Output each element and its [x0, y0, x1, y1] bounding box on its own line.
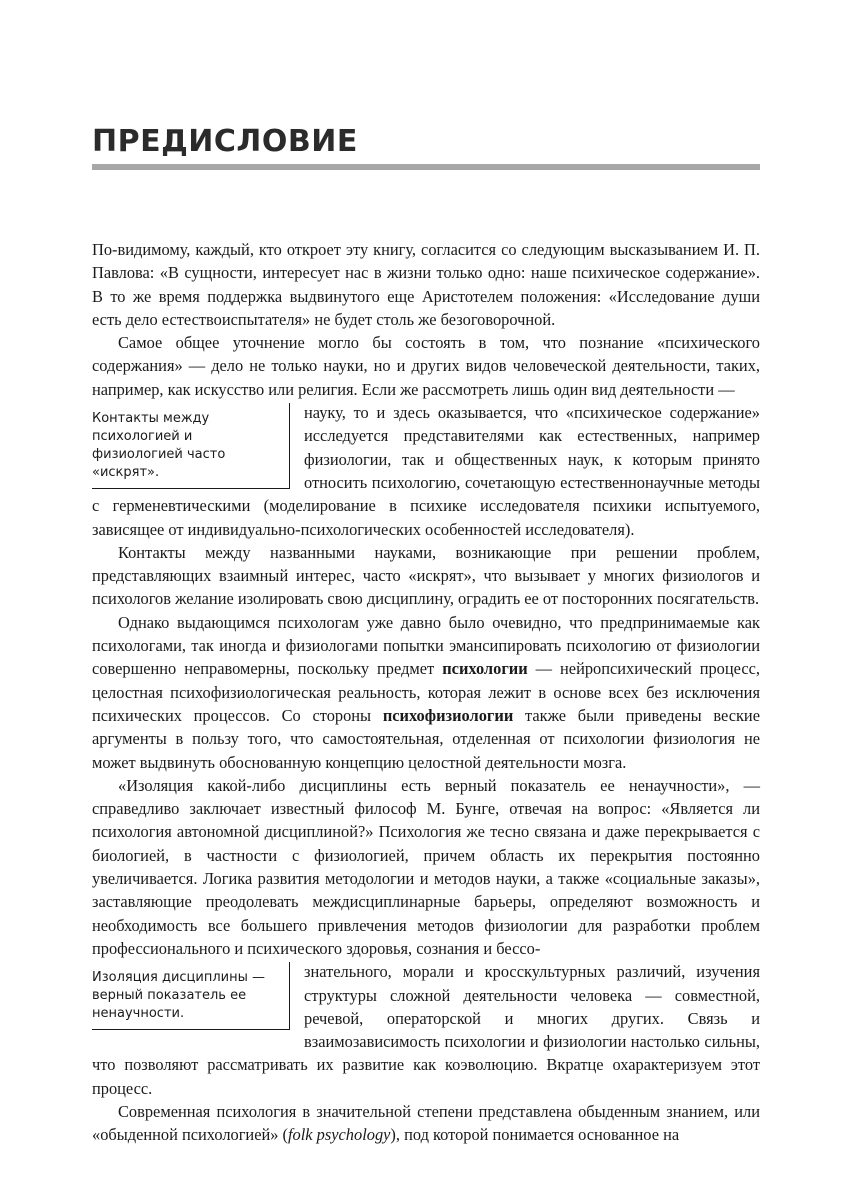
paragraph-text: «Изоляция какой-либо дисциплины есть верный показатель ее ненаучности», — справедливо заключает известный философ М. Бунге, отвечая на вопрос: «Является ли психология автономной дисциплиной?» Психология же тесно связана и даже перекрывается с биологией, в частности с физиологией, причем область их перекрытия постоянно увеличивается. Логика развития методологии и методов науки, а также «социальные заказы», заставляющие преодолевать междисциплинарные барьеры, определяют возможность и необходимость все большего привлечения методов физиологии для разработки проблем профессионального и психического здоровья, сознания и бессо-: [92, 775, 760, 958]
body-text: [92, 238, 760, 1147]
paragraph-text: знательного, морали и кросскультурных различий, изучения структуры сложной деятельности человека — совместной, речевой, операторской и многих других. Связь и взаимозависимость психологии и физиологии настолько сильны, что позволяют рассматривать их развитие как коэволюцию. Вкратце охарактеризуем этот процесс.: [92, 962, 760, 1098]
paragraph-text: Современная психология в значительной степени представлена обыденным знанием, или «обыденной психологией» (: [92, 1101, 760, 1145]
paragraph-text: — нейропсихический процесс, целостная психофизиологическая реальность, которая лежит в основе всех без исключения психических процессов. Со стороны: [92, 659, 760, 725]
key-term: психофизиологии: [382, 705, 514, 725]
page-title: ПРЕДИСЛОВИЕ: [92, 124, 358, 159]
paragraph: [92, 331, 760, 401]
paragraph-text: Самое общее уточнение могло бы состоять в том, что познание «психического содержания» — дело не только науки, но и других видов человеческой деятельности, таких, например, как искусство или религия. Если же рассмотреть лишь один вид деятельности —: [92, 333, 760, 399]
margin-note: Контакты между психологией и физиологией часто «искрят».: [92, 403, 290, 489]
title-rule: [92, 164, 760, 170]
key-term: психологии: [442, 659, 528, 679]
paragraph-text: также были приведены веские аргументы в пользу того, что самостоятельная, отделенная от психологии физиология не может выдвинуть обоснованную концепцию целостной деятельности мозга.: [92, 705, 760, 772]
paragraph: [92, 1100, 760, 1147]
paragraph: [92, 611, 760, 774]
latin-term: folk psychology: [288, 1125, 391, 1145]
paragraph-text: ), под которой понимается основанное на: [390, 1125, 680, 1145]
paragraph-text: Однако выдающимся психологам уже давно было очевидно, что предпринимаемые как психологами, так иногда и физиологами попытки эмансипировать психологию от физиологии совершенно неправомерны, поскольку предмет: [92, 612, 760, 679]
paragraph-text: науку, то и здесь оказывается, что «психическое содержание» исследуется представителями как естественных, например физиологии, так и общественных наук, к которым принято относить психологию, сочетающую естественнонаучные методы с герменевтическими (моделирование в психике исследователя психики испытуемого, зависящее от индивидуально-психологических особенностей исследователя).: [92, 403, 760, 539]
margin-note: Изоляция дисциплины — верный показатель ее ненаучности.: [92, 962, 290, 1030]
paragraph-text: По-видимому, каждый, кто откроет эту книгу, согласится со следующим высказыванием И. П. Павлова: «В сущности, интересует нас в жизни только одно: наше психическое содержание». В то же время поддержка выдвинутого еще Аристотелем положения: «Исследование души есть дело естествоиспытателя» не будет столь же безоговорочной.: [92, 240, 760, 329]
paragraph: [92, 238, 760, 331]
paragraph: [92, 774, 760, 960]
paragraph-text: Контакты между названными науками, возникающие при решении проблем, представляющих взаимный интерес, часто «искрят», что вызывает у многих физиологов и психологов желание изолировать свою дисциплину, оградить ее от посторонних посягательств.: [92, 542, 760, 609]
paragraph: [92, 541, 760, 611]
